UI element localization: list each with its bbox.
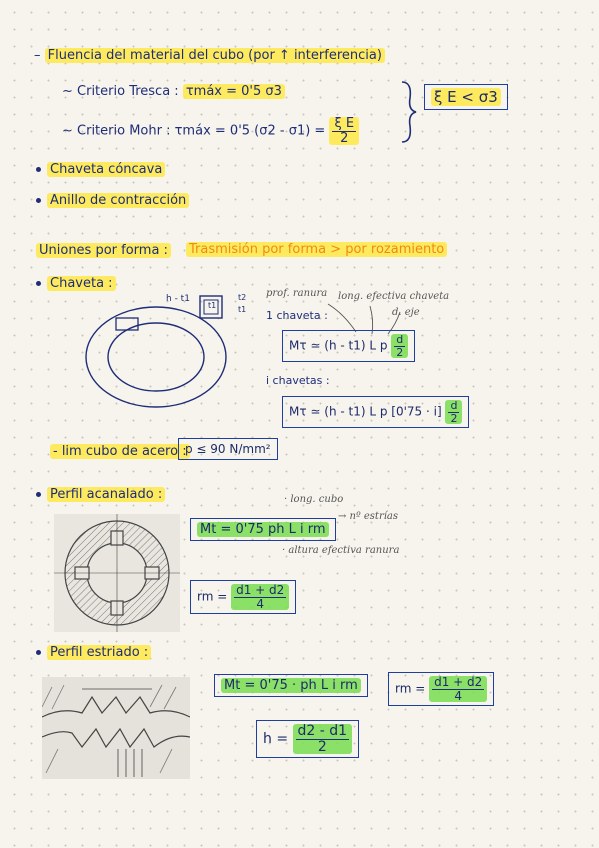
mohr-expression: τmáx = 0'5 (σ2 - σ1) =: [174, 123, 326, 139]
perfil-acanalado-title: Perfil acanalado :: [36, 487, 165, 502]
formula-estriado-h: h = $\frac{d2 - d1}{2}$: [256, 720, 359, 758]
lim-cubo-value-box: p ≤ 90 N/mm²: [178, 438, 278, 460]
dim-t1-right: t1: [238, 305, 247, 314]
mohr-line: [62, 117, 359, 145]
formula-acanalado-rm: rm = $\frac{d1 + d2}{4}$: [190, 580, 296, 614]
formula-acanalado-mt: Mt = 0'75 ph L i rm: [190, 518, 336, 541]
note-long-efectiva: long. efectiva chaveta: [338, 291, 450, 302]
tresca-line: [62, 84, 285, 99]
formula-one-key: Mτ ≃ (h - t1) L p $\frac{d}{2}$: [282, 330, 415, 362]
i-keys-label: i chavetas :: [266, 374, 330, 387]
fluencia-result-box: ξ E < σ3: [424, 84, 508, 110]
uniones-title: Uniones por forma :: [36, 243, 171, 258]
dim-t2: t2: [238, 293, 247, 302]
serrated-profile-image: [42, 677, 190, 779]
tresca-label: ~ Criterio Tresca :: [62, 84, 179, 99]
note-d-eje: d. eje: [392, 307, 420, 318]
dim-t1-inner: t1: [208, 301, 217, 310]
mohr-label: ~ Criterio Mohr :: [62, 123, 171, 139]
mohr-fraction: $\frac{\text{ξ E}}{2}$: [329, 117, 359, 145]
splined-shaft-image: [54, 514, 180, 632]
note-long-cubo: · long. cubo: [284, 494, 344, 505]
bullet-chaveta-concava: Chaveta cóncava: [36, 162, 165, 177]
uniones-subtitle: Trasmisión por forma > por rozamiento: [186, 242, 447, 257]
dim-h-t1: h - t1: [166, 294, 190, 304]
perfil-estriado-title: Perfil estriado :: [36, 645, 151, 660]
chaveta-heading: Chaveta :: [36, 276, 116, 291]
curly-brace-icon: [398, 80, 420, 144]
formula-estriado-mt: Mt = 0'75 · ph L i rm: [214, 674, 368, 697]
note-prof-ranura: prof. ranura: [266, 288, 328, 299]
lim-cubo-label: - lim cubo de acero :: [50, 444, 190, 459]
note-altura-efectiva: · altura efectiva ranura: [282, 545, 400, 556]
bullet-anillo-contraccion: Anillo de contracción: [36, 193, 189, 208]
section-fluencia-title: – Fluencia del material del cubo (por ↑ interferencia): [34, 48, 385, 63]
formula-estriado-rm: rm = $\frac{d1 + d2}{4}$: [388, 672, 494, 706]
note-n-estrias: → nº estrías: [338, 511, 399, 522]
tresca-expression: τmáx = 0'5 σ3: [183, 84, 285, 99]
formula-i-keys: Mτ ≃ (h - t1) L p [0'75 · i] $\frac{d}{2}$: [282, 396, 469, 428]
one-key-label: 1 chaveta :: [266, 309, 328, 322]
